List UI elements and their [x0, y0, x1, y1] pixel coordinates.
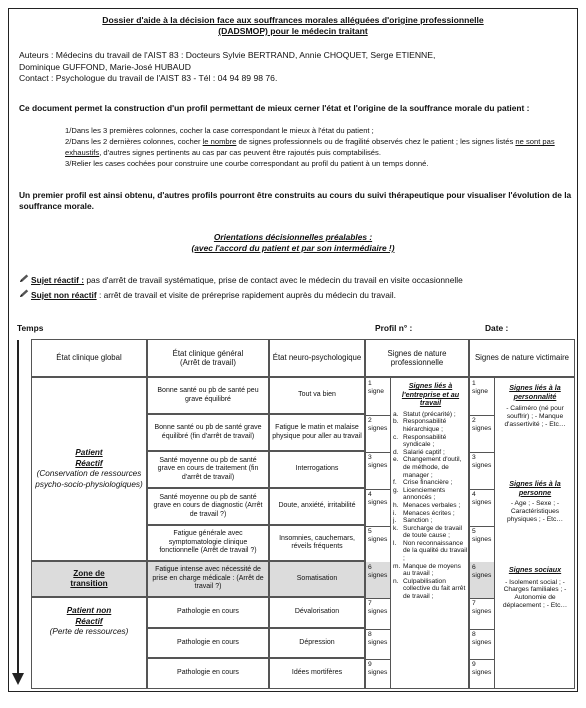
arrow-down-icon: [12, 673, 24, 685]
intro-paragraph: Ce document permet la construction d'un profil permettant de mieux cerner l'état et l'origine de la souffrance morale du patient :: [19, 103, 530, 113]
general-cell: Pathologie en cours: [147, 658, 269, 689]
neuro-cell: Dépression: [269, 628, 365, 658]
profile-table: [31, 339, 575, 689]
step-3: 3/Relier les cases cochées pour construire une courbe correspondant au profil du patient à un temps donné.: [65, 159, 429, 169]
date-label: Date :: [485, 323, 509, 333]
signs-count: 2 signes: [368, 417, 388, 432]
general-cell: Fatigue générale avec symptomatologie clinique fonctionnelle (Arrêt de travail ?): [147, 525, 269, 561]
personality-items: - Caliméro (né pour souffrir) ; - Manque d'assertivité ; - Etc…: [504, 405, 566, 428]
social-items: - Isolement social ; - Charges familiales ; - Autonomie de déplacement ; - Etc…: [502, 578, 568, 609]
temps-label: Temps: [17, 323, 44, 333]
victim-signs-block: [469, 377, 575, 689]
instructions-list: [65, 126, 570, 171]
professional-signs-block: [365, 377, 469, 689]
step-1: 1/Dans les 3 premières colonnes, cocher la case correspondant le mieux à l'état du patient ;: [65, 126, 374, 135]
signs-count: 1 signe: [368, 380, 384, 395]
signs-count: 5 signes: [368, 528, 388, 543]
signs-count: 8 signes: [472, 631, 492, 646]
professional-sign-item: i. Menaces écrites ;: [393, 509, 455, 517]
nonreactive-subject-line: Sujet non réactif : arrêt de travail et visite de préreprise rapidement auprès du médecin du travail.: [19, 289, 574, 301]
professional-sign-item: l. Non reconnaissance de la qualité du travail ;: [393, 539, 468, 563]
signs-count: 7 signes: [472, 600, 492, 615]
personality-heading: Signes liés à la personnalité: [509, 383, 561, 401]
document-page: [8, 8, 578, 692]
general-cell: Santé moyenne ou pb de santé grave en cours de traitement (fin d'arrêt de travail): [147, 451, 269, 488]
profile-paragraph: Un premier profil est ainsi obtenu, d'autres profils pourront être construits au cours du suivi thérapeutique pour visualiser l'évolution de la souffrance morale.: [19, 190, 572, 211]
signs-count: 5 signes: [472, 528, 492, 543]
signs-count: 1 signe: [472, 380, 488, 395]
col-header-victim: Signes de nature victimaire: [469, 339, 575, 377]
professional-sign-item: j. Sanction ;: [393, 517, 433, 525]
signs-count: 8 signes: [368, 631, 388, 646]
step-2: 2/Dans les 2 dernières colonnes, cocher le nombre de signes professionnels ou de fragilité observés chez le patient ; les signes listés ne sont pas exhaustifs, d'autres signes pertinents au cas par cas peuvent être rajoutés puis comptabilisés.: [65, 137, 555, 157]
neuro-cell: Fatigue le matin et malaise physique pour aller au travail: [269, 414, 365, 451]
professional-sign-item: n. Culpabilisation collective du fait arrêt de travail ;: [393, 577, 466, 601]
neuro-cell: Idées mortifères: [269, 658, 365, 689]
person-signs: [496, 480, 574, 524]
signs-count: 7 signes: [368, 600, 388, 615]
general-cell: Bonne santé ou pb de santé grave équilibré (fin d'arrêt de travail): [147, 414, 269, 451]
orientations-heading: Orientations décisionnelles préalables : (avec l'accord du patient et par son intermédiaire !): [191, 232, 395, 253]
global-nonreactive-cell: Patient non Réactif (Perte de ressources): [31, 597, 147, 689]
professional-sign-item: g. Licenciements annoncés ;: [393, 486, 446, 502]
professional-signs-list: [393, 382, 468, 601]
neuro-cell: Tout va bien: [269, 377, 365, 414]
general-cell: Santé moyenne ou pb de santé grave en cours de diagnostic (Arrêt de travail ?): [147, 488, 269, 525]
general-cell: Pathologie en cours: [147, 628, 269, 658]
professional-sign-item: h. Menaces verbales ;: [393, 501, 461, 509]
professional-sign-item: d. Salarié captif ;: [393, 448, 445, 456]
signs-count: 3 signes: [472, 454, 492, 469]
professional-sign-item: k. Surcharge de travail de toute cause ;: [393, 524, 463, 540]
signs-count: 2 signes: [472, 417, 492, 432]
professional-sign-item: a. Statut (précarité) ;: [393, 410, 456, 418]
signs-count: 6 signes: [472, 564, 492, 579]
signs-count: 4 signes: [472, 491, 492, 506]
global-reactive-cell: Patient Réactif (Conservation de ressources psycho-socio-physiologiques): [31, 377, 147, 561]
general-cell: Fatigue intense avec nécessité de prise en charge médicale : (Arrêt de travail ?): [147, 561, 269, 597]
pencil-icon: [19, 289, 31, 301]
document-title: Dossier d'aide à la décision face aux souffrances morales alléguées d'origine professionnelle (DADSMOP) pour le médecin traitant: [102, 15, 484, 36]
signs-count: 3 signes: [368, 454, 388, 469]
authors-block: Auteurs : Médecins du travail de l'AIST 83 : Docteurs Sylvie BERTRAND, Annie CHOQUET, Serge ETIENNE, Dominique GUFFOND, Marie-José HUBAUD Contact : Psychologue du travail de l'AIST 83 - Tél : 04 94 89 98 76.: [19, 50, 436, 83]
person-items: - Age ; - Sexe ; - Caractéristiques physiques ; - Etc…: [506, 500, 564, 523]
personality-signs: [496, 384, 574, 429]
neuro-cell: Somatisation: [269, 561, 365, 597]
neuro-cell: Interrogations: [269, 451, 365, 488]
neuro-cell: Dévalorisation: [269, 597, 365, 628]
pencil-icon: [19, 274, 31, 286]
neuro-cell: Insomnies, cauchemars, réveils fréquents: [269, 525, 365, 561]
signs-count: 4 signes: [368, 491, 388, 506]
professional-sign-item: c. Responsabilité syndicale ;: [393, 433, 447, 449]
professional-sign-item: e. Changement d'outil, de méthode, de manager ;: [393, 456, 462, 479]
col-header-neuro: État neuro-psychologique: [269, 339, 365, 377]
signs-count: 9 signes: [368, 661, 388, 676]
global-transition-cell: Zone de transition: [31, 561, 147, 597]
social-heading: Signes sociaux: [508, 565, 562, 574]
signs-count: 9 signes: [472, 661, 492, 676]
reactive-subject-line: Sujet réactif : pas d'arrêt de travail systématique, prise de contact avec le médecin du travail en visite occasionnelle: [19, 274, 574, 286]
signs-count: 6 signes: [368, 564, 388, 579]
professional-sign-item: m. Manque de moyens au travail ;: [393, 562, 461, 578]
person-heading: Signes liés à la personne: [509, 479, 561, 497]
time-arrow: [17, 340, 19, 678]
neuro-cell: Doute, anxiété, irritabilité: [269, 488, 365, 525]
professional-list-heading: Signes liés à l'entreprise et au travail: [401, 381, 460, 408]
general-cell: Pathologie en cours: [147, 597, 269, 628]
col-header-general: État clinique général (Arrêt de travail): [147, 339, 269, 377]
professional-sign-item: b. Responsabilité hiérarchique ;: [393, 418, 447, 433]
professional-sign-item: f. Crise financière ;: [393, 479, 453, 487]
general-cell: Bonne santé ou pb de santé peu grave équilibré: [147, 377, 269, 414]
col-header-professional: Signes de nature professionnelle: [365, 339, 469, 377]
profil-label: Profil n° :: [375, 323, 413, 333]
social-signs: [496, 566, 574, 610]
col-header-global: État clinique global: [31, 339, 147, 377]
